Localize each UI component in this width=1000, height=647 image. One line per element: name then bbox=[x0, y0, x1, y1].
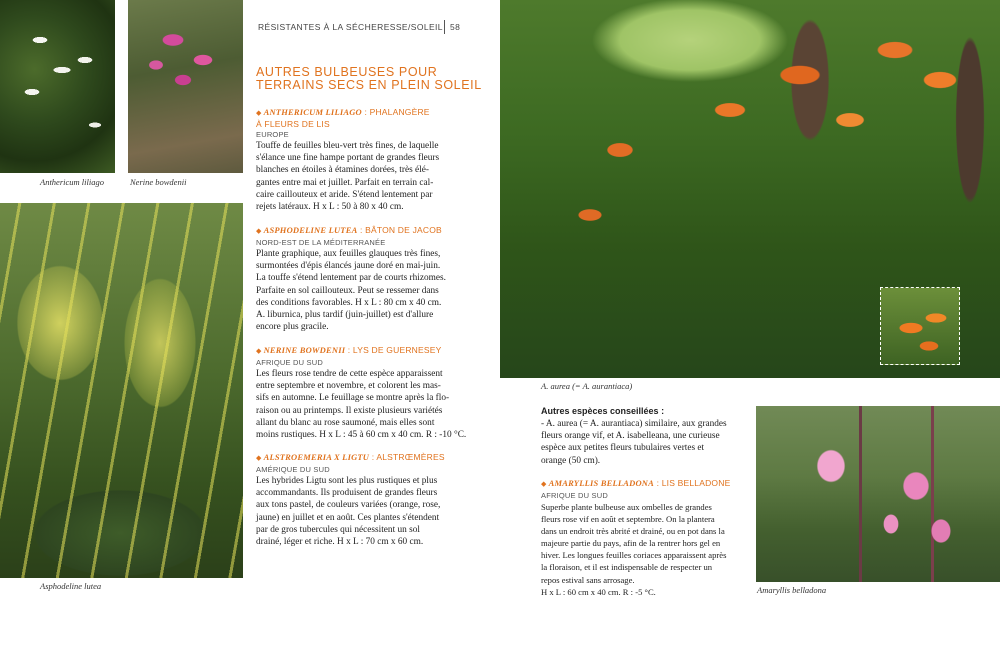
page-number: 58 bbox=[450, 22, 461, 32]
photo-amaryllis-belladona bbox=[756, 406, 1000, 582]
diamond-icon: ◆ bbox=[256, 455, 262, 462]
caption-asphodeline: Asphodeline lutea bbox=[40, 581, 102, 591]
caption-aurea: A. aurea (= A. aurantiaca) bbox=[541, 381, 633, 391]
section-title-line1: AUTRES BULBEUSES POUR bbox=[256, 65, 438, 79]
caption-amaryllis: Amaryllis belladona bbox=[757, 585, 827, 595]
inset-flower-closeup bbox=[880, 287, 960, 365]
section-title-line2: TERRAINS SECS EN PLEIN SOLEIL bbox=[256, 78, 482, 92]
entry-title-asphodeline: ◆ ASPHODELINE LUTEA : BÂTON DE JACOB bbox=[256, 225, 442, 235]
section-title bbox=[256, 66, 488, 92]
entry-title-anthericum: ◆ ANTHERICUM LILIAGO : PHALANGÈRE À FLEURS DE LIS bbox=[256, 107, 430, 129]
origin-asphodeline: NORD-EST DE LA MÉDITERRANÉE bbox=[256, 238, 386, 247]
header-section: RÉSISTANTES À LA SÉCHERESSE/SOLEIL bbox=[258, 22, 443, 32]
caption-nerine: Nerine bowdenii bbox=[130, 177, 187, 187]
diamond-icon: ◆ bbox=[541, 481, 547, 488]
body-anthericum: Touffe de feuilles bleu-vert très fines, de laquelle s'élance une fine hampe portant de grandes fleurs blanches en étoiles à étamines dorées, très élé- gantes entre mai et juillet. Parfait en terrain cal- caire caillouteux et aride. S'étend lentement par rejets latéraux. H x L : 50 à 80 x 40 cm. bbox=[256, 141, 440, 213]
photo-nerine-bowdenii bbox=[128, 0, 243, 173]
caption-anthericum: Anthericum liliago bbox=[40, 177, 104, 187]
body-amaryllis: Superbe plante bulbeuse aux ombelles de grandes fleurs rose vif en août et septembre. On la plantera dans un endroit très abrité et drainé, ou en pot dans la majeure partie du pays, afin de la rentrer hors gel en hiver. Les longues feuilles coriaces apparaissent après la floraison, et il est indispensable de respecter un repos estival sans arrosage. H x L : 60 cm x 40 cm. R : -5 °C. bbox=[541, 502, 727, 597]
other-species-heading: Autres espèces conseillées : bbox=[541, 406, 665, 416]
entry-title-alstroemeria: ◆ ALSTROEMERIA X LIGTU : ALSTRŒMÈRES bbox=[256, 452, 445, 462]
photo-asphodeline-lutea bbox=[0, 203, 243, 578]
origin-amaryllis: AFRIQUE DU SUD bbox=[541, 491, 608, 500]
entry-title-nerine: ◆ NERINE BOWDENII : LYS DE GUERNESEY bbox=[256, 345, 442, 355]
origin-nerine: AFRIQUE DU SUD bbox=[256, 358, 323, 367]
body-other-species: - A. aurea (= A. aurantiaca) similaire, aux grandes fleurs orange vif, et A. isabelleana, une curieuse espèce aux petites fleurs tubulaires vertes et orange (50 cm). bbox=[541, 419, 727, 466]
running-header bbox=[258, 22, 490, 32]
diamond-icon: ◆ bbox=[256, 110, 262, 117]
origin-anthericum: EUROPE bbox=[256, 130, 289, 139]
body-nerine: Les fleurs rose tendre de cette espèce apparaissent entre septembre et novembre, et colorent les mas- sifs en automne. Le feuillage se montre après la flo- raison ou au printemps. Il existe plusieurs variétés allant du blanc au rose saumoné, mais elles sont moins rustiques. H x L : 45 à 60 cm x 40 cm. R : -10 °C. bbox=[256, 369, 467, 441]
origin-alstroemeria: AMÉRIQUE DU SUD bbox=[256, 465, 330, 474]
diamond-icon: ◆ bbox=[256, 228, 262, 235]
photo-anthericum-liliago bbox=[0, 0, 115, 173]
photo-alstroemeria-aurea bbox=[500, 0, 1000, 378]
header-separator bbox=[444, 20, 445, 34]
body-asphodeline: Plante graphique, aux feuilles glauques très fines, surmontées d'épis élancés jaune doré en mai-juin. La touffe s'étend lentement par de courts rhizomes. Parfaite en sol caillouteux. Peut se ressemer dans des conditions favorables. H x L : 80 cm x 40 cm. A. liburnica, plus tardif (juin-juillet) est d'allure encore plus gracile. bbox=[256, 249, 446, 333]
diamond-icon: ◆ bbox=[256, 348, 262, 355]
body-alstroemeria: Les hybrides Ligtu sont les plus rustiques et plus accommandants. Ils produisent de grandes fleurs aux tons pastel, de couleurs variées (orange, rose, jaune) en juillet et en août. Ces plantes s'étendent par de gros tubercules qui nécessitent un sol drainé, léger et riche. H x L : 70 cm x 60 cm. bbox=[256, 476, 441, 548]
entry-title-amaryllis: ◆ AMARYLLIS BELLADONA : LIS BELLADONE bbox=[541, 478, 731, 488]
